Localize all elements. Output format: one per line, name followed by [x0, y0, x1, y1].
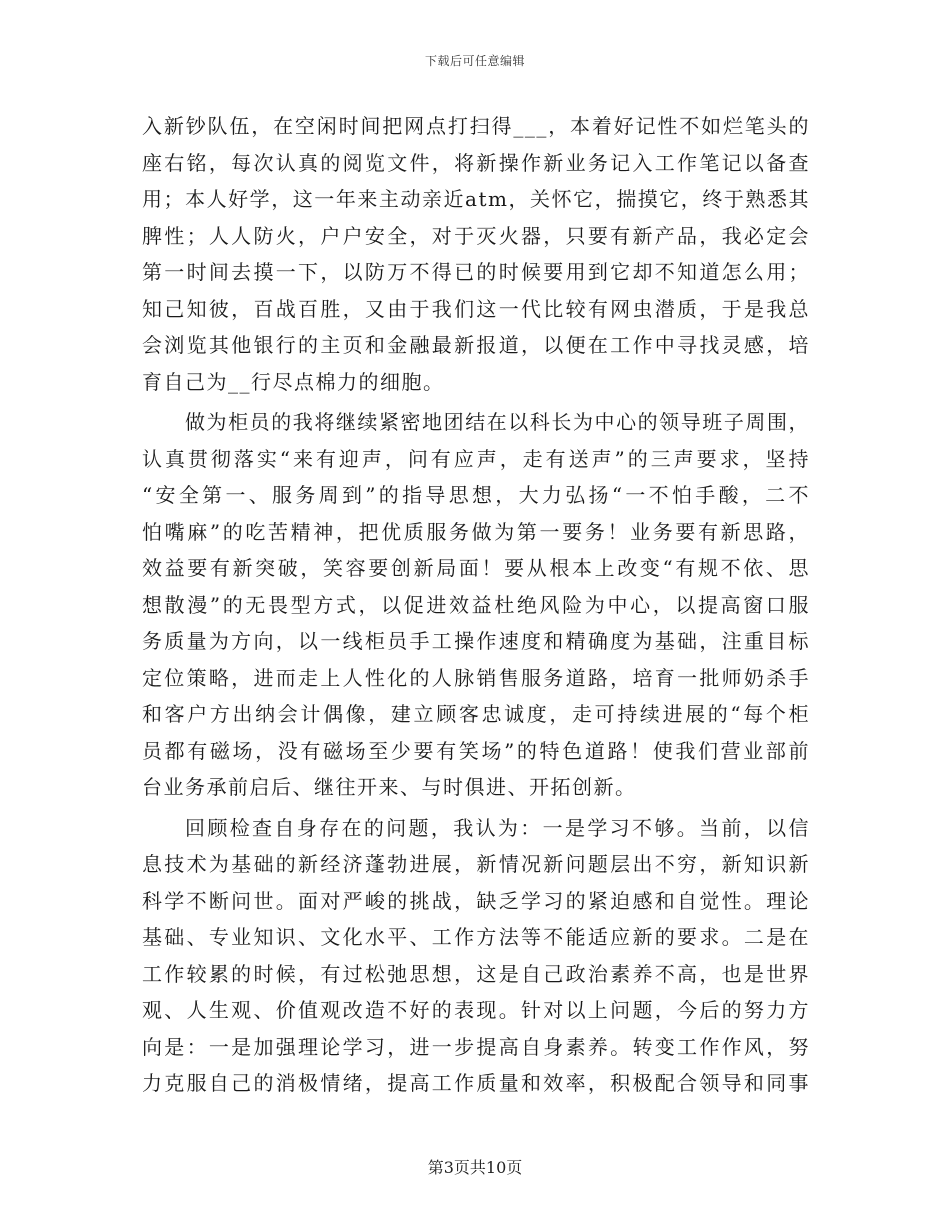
text-line: 息技术为基础的新经济蓬勃进展，新情况新问题层出不穷，新知识新: [142, 852, 810, 876]
text-line: 认真贯彻落实“来有迎声，问有应声，走有送声”的三声要求，坚持: [142, 446, 810, 471]
page-header: 下载后可任意编辑: [424, 54, 525, 68]
text-line: 知己知彼，百战百胜，又由于我们这一代比较有网虫潜质，于是我总: [142, 296, 810, 321]
text-line: 台业务承前启后、继往开来、与时俱进、开拓创新。: [142, 775, 637, 799]
text-line: 员都有磁场，没有磁场至少要有笑场”的特色道路！使我们营业部前: [142, 738, 810, 763]
text-line: 力克服自己的消极情绪，提高工作质量和效率，积极配合领导和同事: [142, 1071, 810, 1095]
text-line: 和客户方出纳会计偶像，建立顾客忠诚度，走可持续进展的“每个柜: [142, 702, 810, 726]
text-line: 定位策略，进而走上人性化的人脉销售服务道路，培育一批师奶杀手: [142, 665, 810, 690]
text-line: 做为柜员的我将继续紧密地团结在以科长为中心的领导班子周围，: [185, 410, 810, 434]
text-line: 效益要有新突破，笑容要创新局面！要从根本上改变“有规不依、思: [142, 556, 810, 580]
text-line: 怕嘴麻”的吃苦精神，把优质服务做为第一要务！业务要有新思路，: [142, 519, 810, 544]
page-number-footer: 第3页共10页: [427, 1158, 523, 1177]
text-line: 科学不断问世。面对严峻的挑战，缺乏学习的紧迫感和自觉性。理论: [142, 888, 810, 913]
text-line: 会浏览其他银行的主页和金融最新报道，以便在工作中寻找灵感，培: [142, 333, 810, 357]
text-line: 工作较累的时候，有过松弛思想，这是自己政治素养不高，也是世界: [142, 961, 810, 986]
text-line: 第一时间去摸一下，以防万不得已的时候要用到它却不知道怎么用；: [142, 260, 810, 284]
text-line: 观、人生观、价值观改造不好的表现。针对以上问题，今后的努力方: [142, 998, 810, 1022]
document-body: [142, 108, 810, 1102]
text-line: 育自己为__行尽点棉力的细胞。: [142, 369, 445, 394]
text-line: 回顾检查自身存在的问题，我认为：一是学习不够。当前，以信: [185, 815, 810, 840]
text-line: 用；本人好学，这一年来主动亲近atm，关怀它，揣摸它，终于熟悉其: [142, 187, 810, 211]
paragraph: [142, 810, 810, 1102]
paragraph: [142, 108, 810, 400]
text-line: 向是：一是加强理论学习，进一步提高自身素养。转变工作作风，努: [142, 1034, 810, 1059]
text-line: 想散漫”的无畏型方式，以促进效益杜绝风险为中心，以提高窗口服: [142, 592, 810, 617]
text-line: “安全第一、服务周到”的指导思想，大力弘扬“一不怕手酸，二不: [142, 483, 810, 507]
text-line: 入新钞队伍，在空闲时间把网点打扫得___，本着好记性不如烂笔头的: [142, 114, 810, 138]
text-line: 座右铭，每次认真的阅览文件，将新操作新业务记入工作笔记以备查: [142, 150, 810, 175]
text-line: 务质量为方向，以一线柜员手工操作速度和精确度为基础，注重目标: [142, 629, 810, 653]
text-line: 脾性；人人防火，户户安全，对于灭火器，只要有新产品，我必定会: [142, 223, 810, 248]
text-line: 基础、专业知识、文化水平、工作方法等不能适应新的要求。二是在: [142, 925, 810, 949]
paragraph: [142, 404, 810, 806]
